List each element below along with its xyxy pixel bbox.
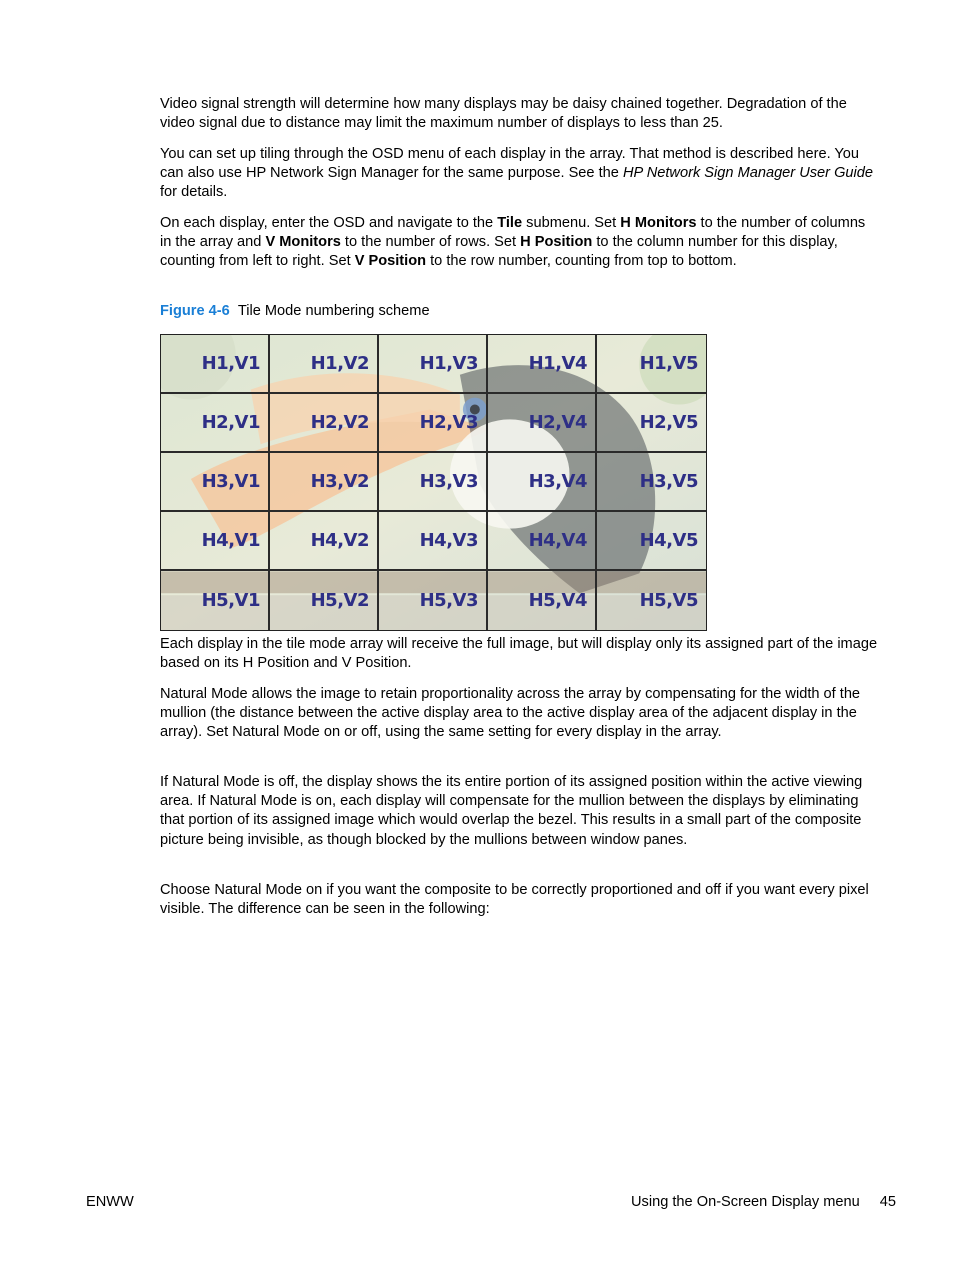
term-tile: Tile [497, 215, 523, 231]
tile-grid [161, 335, 706, 630]
tile-cell: H4,V5 [597, 512, 706, 571]
paragraph-daisy-chain [160, 95, 880, 133]
tile-cell: H3,V4 [488, 453, 597, 512]
tile-cell: H1,V5 [597, 335, 706, 394]
page-number: 45 [879, 1194, 896, 1210]
paragraph-text: to the number of columns in the array and [160, 215, 866, 251]
paragraph-text: Natural Mode allows the image to retain proportionality across the array by compensating for the width of the mullion (the distance between the active display area to the active display area of the adjacent display in the array). Set Natural Mode on or off, using the same setting for every display in the array. [160, 686, 861, 741]
tile-cell: H1,V2 [270, 335, 379, 394]
tile-cell: H5,V2 [270, 571, 379, 630]
tile-cell: H4,V4 [488, 512, 597, 571]
paragraph-full-image [160, 635, 880, 673]
tile-cell: H2,V1 [161, 394, 270, 453]
tile-cell: H1,V1 [161, 335, 270, 394]
guide-title: HP Network Sign Manager User Guide [622, 165, 874, 182]
tile-cell: H3,V2 [270, 453, 379, 512]
footer-section: Using the On-Screen Display menu [631, 1194, 860, 1210]
term-v-monitors: V Monitors [265, 234, 341, 251]
tile-cell: H1,V3 [379, 335, 488, 394]
paragraph-natural-mode [160, 685, 880, 743]
paragraph-natural-mode-off [160, 773, 880, 850]
tile-cell: H1,V4 [488, 335, 597, 394]
paragraph-text: submenu. Set [522, 215, 621, 231]
paragraph-text: If Natural Mode is off, the display shows the its entire portion of its assigned position within the active viewing area. If Natural Mode is on, each display will compensate for the mullion between the displays by eliminating that portion of its assigned image which would overlap the bezel. This results in a small part of the composite picture being invisible, as though blocked by the mullions between window panes. [160, 774, 863, 848]
figure-caption-text: Tile Mode numbering scheme [237, 303, 430, 319]
figure-label: Figure 4-6 [160, 303, 230, 319]
tile-cell: H4,V1 [161, 512, 270, 571]
term-h-monitors: H Monitors [620, 215, 697, 231]
footer-right [631, 1193, 896, 1212]
tile-cell: H5,V4 [488, 571, 597, 630]
paragraph-text: Video signal strength will determine how many displays may be daisy chained together. Degradation of the video signal due to distance may limit the maximum number of displays to less than 25. [160, 96, 847, 132]
paragraph-osd-tiling [160, 145, 880, 203]
paragraph-choose-mode [160, 881, 880, 919]
tile-cell: H5,V1 [161, 571, 270, 630]
paragraph-text: for details. [160, 184, 228, 201]
term-v-position: V Position [354, 253, 427, 270]
tile-cell: H3,V1 [161, 453, 270, 512]
footer-left: ENWW [86, 1194, 134, 1210]
tile-cell: H4,V3 [379, 512, 488, 571]
tile-cell: H3,V5 [597, 453, 706, 512]
tile-cell: H2,V3 [379, 394, 488, 453]
paragraph-text: You can set up tiling through the OSD menu of each display in the array. That method is described here. You can also use HP Network Sign Manager for the same purpose. See the [160, 146, 860, 182]
term-h-position: H Position [520, 234, 593, 251]
figure-caption [160, 302, 430, 321]
paragraph-text: to the number of rows. Set [340, 234, 521, 251]
tile-cell: H2,V2 [270, 394, 379, 453]
tile-cell: H4,V2 [270, 512, 379, 571]
paragraph-tile-submenu [160, 214, 880, 272]
tile-cell: H3,V3 [379, 453, 488, 512]
tile-cell: H2,V5 [597, 394, 706, 453]
paragraph-text: Choose Natural Mode on if you want the composite to be correctly proportioned and off if you want every pixel visible. The difference can be seen in the following: [160, 882, 869, 918]
tile-cell: H5,V3 [379, 571, 488, 630]
paragraph-text: Each display in the tile mode array will receive the full image, but will display only its assigned part of the image based on its H Position and V Position. [160, 636, 878, 672]
tile-mode-figure [160, 334, 707, 631]
paragraph-text: On each display, enter the OSD and navigate to the [160, 215, 498, 231]
tile-cell: H2,V4 [488, 394, 597, 453]
paragraph-text: to the row number, counting from top to bottom. [426, 253, 737, 270]
paragraph-text: to the column number for this display, counting from left to right. Set [160, 234, 838, 270]
tile-cell: H5,V5 [639, 589, 698, 611]
